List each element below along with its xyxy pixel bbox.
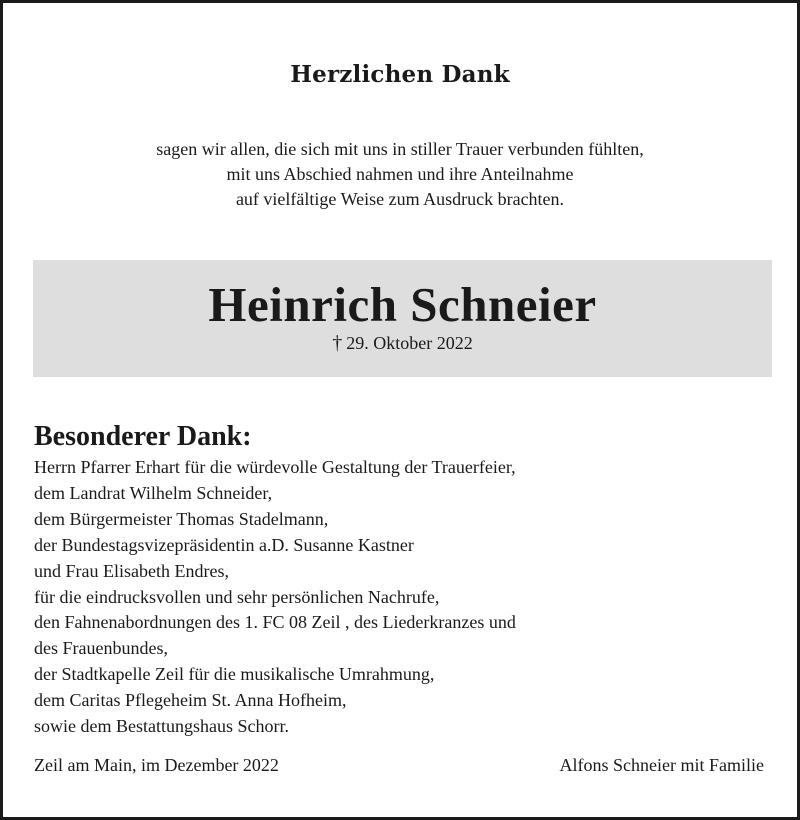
thanks-line: den Fahnenabordnungen des 1. FC 08 Zeil , des Liederkranzes und	[34, 612, 516, 633]
thanks-line: dem Caritas Pflegeheim St. Anna Hofheim,	[34, 690, 347, 711]
thanks-line: der Bundestagsvizepräsidentin a.D. Susanne Kastner	[34, 534, 414, 555]
thanks-line: und Frau Elisabeth Endres,	[34, 560, 229, 581]
thanks-line: sowie dem Bestattungshaus Schorr.	[34, 716, 289, 737]
death-date: 29. Oktober 2022	[346, 333, 473, 353]
thanks-line: der Stadtkapelle Zeil für die musikalische Umrahmung,	[34, 664, 435, 685]
thanks-line: des Frauenbundes,	[34, 638, 168, 659]
death-date-line	[33, 332, 772, 355]
family-signature: Alfons Schneier mit Familie	[559, 755, 764, 775]
deceased-name-band	[33, 260, 772, 377]
intro-line: mit uns Abschied nahmen und ihre Anteilnahme	[226, 164, 574, 184]
thanks-line: Herrn Pfarrer Erhart für die würdevolle Gestaltung der Trauerfeier,	[34, 457, 516, 477]
thanks-line: dem Landrat Wilhelm Schneider,	[34, 482, 273, 503]
thanks-line: dem Bürgermeister Thomas Stadelmann,	[34, 508, 329, 529]
intro-text	[3, 137, 797, 212]
intro-line: auf vielfältige Weise zum Ausdruck brachten.	[235, 189, 565, 209]
special-thanks-list	[34, 455, 516, 740]
notice-heading: Herzlichen Dank	[290, 61, 510, 88]
cross-icon: †	[332, 332, 343, 354]
place-date: Zeil am Main, im Dezember 2022	[34, 755, 279, 775]
intro-line: sagen wir allen, die sich mit uns in stiller Trauer verbunden fühlten,	[156, 139, 644, 159]
deceased-name: Heinrich Schneier	[208, 277, 597, 332]
special-thanks-title: Besonderer Dank:	[34, 421, 252, 452]
thanks-line: für die eindrucksvollen und sehr persönlichen Nachrufe,	[34, 586, 440, 607]
